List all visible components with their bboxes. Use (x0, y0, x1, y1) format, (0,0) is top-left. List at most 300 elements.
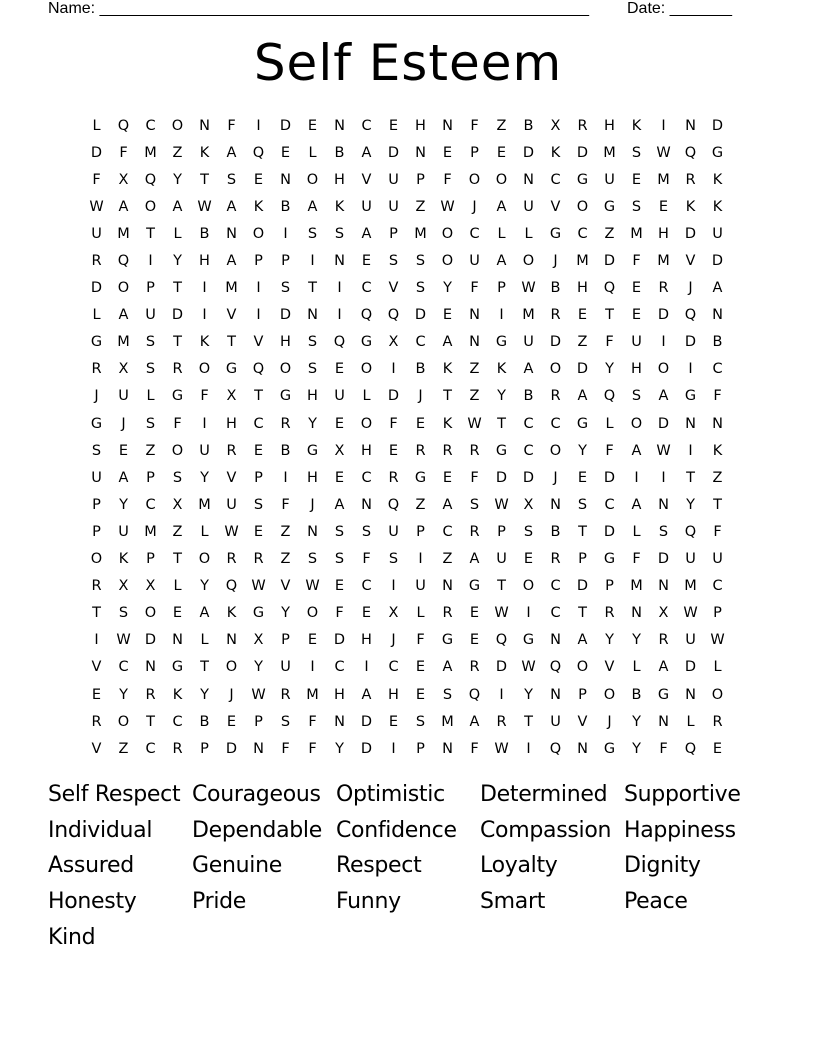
grid-letter[interactable]: R (658, 280, 669, 297)
grid-letter[interactable]: L (524, 225, 533, 242)
grid-letter[interactable]: P (146, 469, 155, 486)
grid-letter[interactable]: L (713, 659, 722, 676)
grid-letter[interactable]: Y (119, 686, 128, 703)
grid-letter[interactable]: E (388, 713, 399, 730)
grid-letter[interactable]: Q (495, 632, 508, 649)
grid-letter[interactable]: H (604, 117, 615, 134)
grid-letter[interactable]: F (605, 334, 614, 351)
grid-letter[interactable]: G (90, 415, 103, 432)
grid-letter[interactable]: O (279, 361, 292, 378)
grid-letter[interactable]: Q (387, 307, 400, 324)
grid-letter[interactable]: C (145, 740, 156, 757)
grid-letter[interactable]: P (254, 253, 263, 270)
grid-letter[interactable]: T (443, 388, 452, 405)
grid-letter[interactable]: I (499, 307, 504, 324)
grid-letter[interactable]: Q (603, 280, 616, 297)
grid-letter[interactable]: D (576, 578, 589, 595)
grid-letter[interactable]: X (118, 171, 129, 188)
grid-letter[interactable]: R (388, 469, 399, 486)
grid-letter[interactable]: R (280, 686, 291, 703)
grid-letter[interactable]: E (334, 469, 345, 486)
grid-letter[interactable]: O (441, 253, 454, 270)
grid-letter[interactable]: I (202, 280, 207, 297)
date-field[interactable]: Date: _______ (627, 0, 732, 17)
grid-letter[interactable]: D (387, 144, 400, 161)
grid-letter[interactable]: O (468, 171, 481, 188)
grid-letter[interactable]: W (494, 740, 509, 757)
grid-letter[interactable]: N (334, 713, 345, 730)
grid-letter[interactable]: F (713, 523, 722, 540)
grid-letter[interactable]: M (630, 578, 643, 595)
grid-letter[interactable]: I (661, 469, 666, 486)
grid-letter[interactable]: O (171, 117, 184, 134)
grid-letter[interactable]: I (364, 659, 369, 676)
grid-letter[interactable]: S (307, 551, 318, 568)
grid-letter[interactable]: E (577, 307, 588, 324)
grid-letter[interactable]: H (388, 686, 399, 703)
grid-letter[interactable]: S (388, 551, 399, 568)
grid-letter[interactable]: D (657, 415, 670, 432)
grid-letter[interactable]: Q (603, 388, 616, 405)
grid-letter[interactable]: G (441, 632, 454, 649)
grid-letter[interactable]: O (630, 415, 643, 432)
grid-letter[interactable]: D (576, 144, 589, 161)
grid-letter[interactable]: I (148, 253, 153, 270)
grid-letter[interactable]: U (604, 171, 615, 188)
grid-letter[interactable]: H (631, 361, 642, 378)
grid-letter[interactable]: R (415, 442, 426, 459)
grid-letter[interactable]: X (118, 361, 129, 378)
grid-letter[interactable]: Q (333, 334, 346, 351)
grid-letter[interactable]: J (121, 415, 126, 432)
grid-letter[interactable]: Z (118, 740, 129, 757)
grid-letter[interactable]: I (202, 415, 207, 432)
grid-letter[interactable]: D (684, 225, 697, 242)
grid-letter[interactable]: A (631, 442, 642, 459)
grid-letter[interactable]: C (577, 225, 588, 242)
grid-letter[interactable]: I (283, 225, 288, 242)
grid-letter[interactable]: E (658, 198, 669, 215)
grid-letter[interactable]: M (603, 144, 616, 161)
grid-letter[interactable]: B (199, 713, 210, 730)
grid-letter[interactable]: E (415, 686, 426, 703)
grid-letter[interactable]: S (253, 496, 264, 513)
grid-letter[interactable]: M (657, 253, 670, 270)
grid-letter[interactable]: Q (684, 144, 697, 161)
grid-letter[interactable]: C (172, 713, 183, 730)
grid-letter[interactable]: I (526, 740, 531, 757)
grid-letter[interactable]: A (172, 198, 183, 215)
grid-letter[interactable]: T (146, 225, 155, 242)
grid-letter[interactable]: C (145, 117, 156, 134)
grid-letter[interactable]: V (280, 578, 291, 595)
grid-letter[interactable]: T (227, 334, 236, 351)
grid-letter[interactable]: A (469, 713, 480, 730)
grid-letter[interactable]: H (199, 253, 210, 270)
grid-letter[interactable]: U (712, 551, 723, 568)
grid-letter[interactable]: A (307, 198, 318, 215)
grid-letter[interactable]: U (91, 225, 102, 242)
grid-letter[interactable]: D (603, 469, 616, 486)
grid-letter[interactable]: L (308, 144, 317, 161)
grid-letter[interactable]: S (172, 469, 183, 486)
grid-letter[interactable]: O (90, 551, 103, 568)
grid-letter[interactable]: G (684, 388, 697, 405)
grid-letter[interactable]: H (577, 280, 588, 297)
grid-letter[interactable]: E (631, 307, 642, 324)
grid-letter[interactable]: N (145, 659, 156, 676)
grid-letter[interactable]: Y (605, 632, 614, 649)
grid-letter[interactable]: X (550, 117, 561, 134)
grid-letter[interactable]: Z (496, 117, 507, 134)
grid-letter[interactable]: F (443, 171, 452, 188)
grid-letter[interactable]: S (226, 171, 237, 188)
grid-letter[interactable]: Z (172, 523, 183, 540)
grid-letter[interactable]: B (280, 198, 291, 215)
grid-letter[interactable]: I (202, 307, 207, 324)
grid-letter[interactable]: R (226, 551, 237, 568)
grid-letter[interactable]: Y (686, 496, 695, 513)
grid-letter[interactable]: Q (549, 740, 562, 757)
grid-letter[interactable]: W (521, 659, 536, 676)
grid-letter[interactable]: P (605, 578, 614, 595)
grid-letter[interactable]: U (523, 334, 534, 351)
grid-letter[interactable]: E (523, 551, 534, 568)
grid-letter[interactable]: T (146, 713, 155, 730)
grid-letter[interactable]: K (442, 361, 453, 378)
grid-letter[interactable]: L (92, 117, 101, 134)
grid-letter[interactable]: I (688, 442, 693, 459)
grid-letter[interactable]: L (632, 523, 641, 540)
grid-letter[interactable]: I (256, 280, 261, 297)
grid-letter[interactable]: R (145, 686, 156, 703)
grid-letter[interactable]: I (688, 361, 693, 378)
grid-letter[interactable]: A (658, 659, 669, 676)
grid-letter[interactable]: K (712, 442, 723, 459)
grid-letter[interactable]: E (307, 632, 318, 649)
grid-letter[interactable]: Y (632, 632, 641, 649)
grid-letter[interactable]: K (496, 361, 507, 378)
grid-letter[interactable]: W (656, 144, 671, 161)
grid-letter[interactable]: H (280, 334, 291, 351)
grid-letter[interactable]: P (92, 496, 101, 513)
grid-letter[interactable]: K (442, 415, 453, 432)
grid-letter[interactable]: O (171, 442, 184, 459)
grid-letter[interactable]: Y (605, 361, 614, 378)
grid-letter[interactable]: C (361, 469, 372, 486)
grid-letter[interactable]: A (118, 307, 129, 324)
grid-letter[interactable]: O (198, 361, 211, 378)
grid-letter[interactable]: G (657, 686, 670, 703)
grid-letter[interactable]: I (256, 307, 261, 324)
grid-letter[interactable]: P (200, 740, 209, 757)
grid-letter[interactable]: E (442, 307, 453, 324)
grid-letter[interactable]: A (523, 361, 534, 378)
grid-letter[interactable]: O (306, 171, 319, 188)
grid-letter[interactable]: W (521, 280, 536, 297)
grid-letter[interactable]: S (145, 334, 156, 351)
grid-letter[interactable]: N (658, 713, 669, 730)
grid-letter[interactable]: S (523, 523, 534, 540)
name-field[interactable]: Name: _______________________________________________________ (48, 0, 589, 17)
grid-letter[interactable]: L (173, 225, 182, 242)
grid-letter[interactable]: S (334, 551, 345, 568)
grid-letter[interactable]: R (550, 307, 561, 324)
grid-letter[interactable]: F (227, 117, 236, 134)
grid-letter[interactable]: C (361, 578, 372, 595)
grid-letter[interactable]: S (280, 280, 291, 297)
grid-letter[interactable]: A (442, 496, 453, 513)
grid-letter[interactable]: F (281, 740, 290, 757)
grid-letter[interactable]: G (576, 171, 589, 188)
grid-letter[interactable]: F (119, 144, 128, 161)
grid-letter[interactable]: E (172, 605, 183, 622)
grid-letter[interactable]: M (414, 225, 427, 242)
grid-letter[interactable]: W (89, 198, 104, 215)
grid-letter[interactable]: R (91, 713, 102, 730)
grid-letter[interactable]: O (522, 253, 535, 270)
grid-letter[interactable]: S (361, 523, 372, 540)
grid-letter[interactable]: B (334, 144, 345, 161)
grid-letter[interactable]: C (712, 361, 723, 378)
grid-letter[interactable]: A (577, 632, 588, 649)
grid-letter[interactable]: Z (280, 551, 291, 568)
grid-letter[interactable]: M (144, 523, 157, 540)
grid-letter[interactable]: K (172, 686, 183, 703)
grid-letter[interactable]: N (226, 632, 237, 649)
grid-letter[interactable]: R (469, 523, 480, 540)
grid-letter[interactable]: G (468, 578, 481, 595)
grid-letter[interactable]: J (553, 253, 558, 270)
grid-letter[interactable]: Z (604, 225, 615, 242)
grid-letter[interactable]: T (497, 415, 506, 432)
grid-letter[interactable]: I (391, 740, 396, 757)
grid-letter[interactable]: E (388, 442, 399, 459)
grid-letter[interactable]: A (496, 253, 507, 270)
grid-letter[interactable]: S (415, 280, 426, 297)
grid-letter[interactable]: H (334, 686, 345, 703)
grid-letter[interactable]: T (92, 605, 101, 622)
grid-letter[interactable]: L (173, 578, 182, 595)
grid-letter[interactable]: N (550, 496, 561, 513)
grid-letter[interactable]: R (577, 117, 588, 134)
grid-letter[interactable]: D (603, 523, 616, 540)
grid-letter[interactable]: Q (252, 144, 265, 161)
grid-letter[interactable]: S (415, 713, 426, 730)
grid-letter[interactable]: L (632, 659, 641, 676)
grid-letter[interactable]: F (308, 713, 317, 730)
grid-letter[interactable]: E (415, 415, 426, 432)
grid-letter[interactable]: R (280, 415, 291, 432)
grid-letter[interactable]: P (497, 280, 506, 297)
grid-letter[interactable]: V (253, 334, 264, 351)
grid-letter[interactable]: E (253, 171, 264, 188)
grid-letter[interactable]: K (226, 605, 237, 622)
grid-letter[interactable]: M (306, 686, 319, 703)
grid-letter[interactable]: D (360, 713, 373, 730)
grid-letter[interactable]: A (469, 551, 480, 568)
grid-letter[interactable]: N (253, 740, 264, 757)
grid-letter[interactable]: R (685, 171, 696, 188)
grid-letter[interactable]: I (310, 253, 315, 270)
grid-letter[interactable]: S (658, 523, 669, 540)
grid-letter[interactable]: O (576, 659, 589, 676)
grid-letter[interactable]: M (117, 334, 130, 351)
grid-letter[interactable]: R (712, 713, 723, 730)
grid-letter[interactable]: I (310, 659, 315, 676)
grid-letter[interactable]: D (657, 551, 670, 568)
grid-letter[interactable]: O (198, 551, 211, 568)
grid-letter[interactable]: S (631, 388, 642, 405)
grid-letter[interactable]: U (334, 388, 345, 405)
grid-letter[interactable]: W (494, 605, 509, 622)
grid-letter[interactable]: G (171, 659, 184, 676)
grid-letter[interactable]: E (361, 253, 372, 270)
grid-letter[interactable]: M (198, 496, 211, 513)
grid-letter[interactable]: L (497, 225, 506, 242)
grid-letter[interactable]: Z (442, 551, 453, 568)
grid-letter[interactable]: F (281, 496, 290, 513)
grid-letter[interactable]: I (391, 578, 396, 595)
grid-letter[interactable]: N (172, 632, 183, 649)
grid-letter[interactable]: L (146, 388, 155, 405)
grid-letter[interactable]: J (607, 713, 612, 730)
grid-letter[interactable]: U (685, 632, 696, 649)
grid-letter[interactable]: G (90, 334, 103, 351)
grid-letter[interactable]: X (226, 388, 237, 405)
grid-letter[interactable]: T (308, 280, 317, 297)
grid-letter[interactable]: B (199, 225, 210, 242)
grid-letter[interactable]: M (657, 171, 670, 188)
grid-letter[interactable]: C (415, 334, 426, 351)
grid-letter[interactable]: G (603, 198, 616, 215)
grid-letter[interactable]: U (118, 388, 129, 405)
grid-letter[interactable]: D (549, 334, 562, 351)
grid-letter[interactable]: L (200, 632, 209, 649)
grid-letter[interactable]: E (388, 117, 399, 134)
grid-letter[interactable]: G (495, 334, 508, 351)
grid-letter[interactable]: F (659, 740, 668, 757)
grid-letter[interactable]: W (224, 523, 239, 540)
grid-letter[interactable]: W (467, 415, 482, 432)
grid-letter[interactable]: J (688, 280, 693, 297)
grid-letter[interactable]: R (91, 253, 102, 270)
grid-letter[interactable]: P (497, 523, 506, 540)
grid-letter[interactable]: S (145, 361, 156, 378)
grid-letter[interactable]: N (658, 496, 669, 513)
grid-letter[interactable]: T (497, 578, 506, 595)
grid-letter[interactable]: Q (387, 496, 400, 513)
grid-letter[interactable]: R (550, 551, 561, 568)
grid-letter[interactable]: C (118, 659, 129, 676)
grid-letter[interactable]: G (603, 740, 616, 757)
grid-letter[interactable]: N (334, 253, 345, 270)
grid-letter[interactable]: G (549, 225, 562, 242)
grid-letter[interactable]: Q (684, 740, 697, 757)
grid-letter[interactable]: S (307, 225, 318, 242)
grid-letter[interactable]: I (418, 551, 423, 568)
grid-letter[interactable]: C (550, 605, 561, 622)
grid-letter[interactable]: V (226, 307, 237, 324)
grid-letter[interactable]: B (280, 442, 291, 459)
grid-letter[interactable]: N (307, 523, 318, 540)
grid-letter[interactable]: M (522, 307, 535, 324)
grid-letter[interactable]: E (631, 280, 642, 297)
grid-letter[interactable]: Y (254, 659, 263, 676)
grid-letter[interactable]: N (442, 117, 453, 134)
grid-letter[interactable]: F (470, 740, 479, 757)
grid-letter[interactable]: T (200, 171, 209, 188)
grid-letter[interactable]: A (361, 225, 372, 242)
grid-letter[interactable]: U (388, 198, 399, 215)
grid-letter[interactable]: J (553, 469, 558, 486)
grid-letter[interactable]: C (361, 117, 372, 134)
grid-letter[interactable]: N (415, 144, 426, 161)
grid-letter[interactable]: E (496, 144, 507, 161)
grid-letter[interactable]: O (117, 713, 130, 730)
grid-letter[interactable]: M (225, 280, 238, 297)
grid-letter[interactable]: O (117, 280, 130, 297)
grid-letter[interactable]: N (469, 307, 480, 324)
grid-letter[interactable]: Y (173, 171, 182, 188)
grid-letter[interactable]: D (90, 144, 103, 161)
grid-letter[interactable]: M (441, 713, 454, 730)
grid-letter[interactable]: D (414, 307, 427, 324)
grid-letter[interactable]: Z (145, 442, 156, 459)
grid-letter[interactable]: W (494, 496, 509, 513)
grid-letter[interactable]: N (280, 171, 291, 188)
grid-letter[interactable]: O (306, 605, 319, 622)
grid-letter[interactable]: I (337, 280, 342, 297)
grid-letter[interactable]: E (712, 740, 723, 757)
grid-letter[interactable]: E (307, 117, 318, 134)
grid-letter[interactable]: X (253, 632, 264, 649)
grid-letter[interactable]: T (173, 334, 182, 351)
grid-letter[interactable]: N (685, 117, 696, 134)
grid-letter[interactable]: V (604, 659, 615, 676)
grid-letter[interactable]: J (310, 496, 315, 513)
grid-letter[interactable]: U (469, 253, 480, 270)
grid-letter[interactable]: K (712, 171, 723, 188)
grid-letter[interactable]: J (229, 686, 234, 703)
grid-letter[interactable]: N (631, 605, 642, 622)
grid-letter[interactable]: N (226, 225, 237, 242)
grid-letter[interactable]: E (631, 171, 642, 188)
grid-letter[interactable]: V (361, 171, 372, 188)
grid-letter[interactable]: P (146, 551, 155, 568)
grid-letter[interactable]: Q (117, 253, 130, 270)
grid-letter[interactable]: K (199, 334, 210, 351)
grid-letter[interactable]: F (605, 442, 614, 459)
grid-letter[interactable]: Y (632, 713, 641, 730)
grid-letter[interactable]: P (281, 253, 290, 270)
grid-letter[interactable]: Z (577, 334, 588, 351)
grid-letter[interactable]: K (199, 144, 210, 161)
grid-letter[interactable]: V (388, 280, 399, 297)
grid-letter[interactable]: P (281, 632, 290, 649)
grid-letter[interactable]: N (685, 415, 696, 432)
grid-letter[interactable]: D (576, 361, 589, 378)
grid-letter[interactable]: W (251, 686, 266, 703)
grid-letter[interactable]: S (442, 686, 453, 703)
grid-letter[interactable]: Y (200, 686, 209, 703)
grid-letter[interactable]: A (118, 469, 129, 486)
grid-letter[interactable]: W (305, 578, 320, 595)
grid-letter[interactable]: U (523, 198, 534, 215)
grid-letter[interactable]: S (145, 415, 156, 432)
grid-letter[interactable]: N (442, 578, 453, 595)
grid-letter[interactable]: X (118, 578, 129, 595)
